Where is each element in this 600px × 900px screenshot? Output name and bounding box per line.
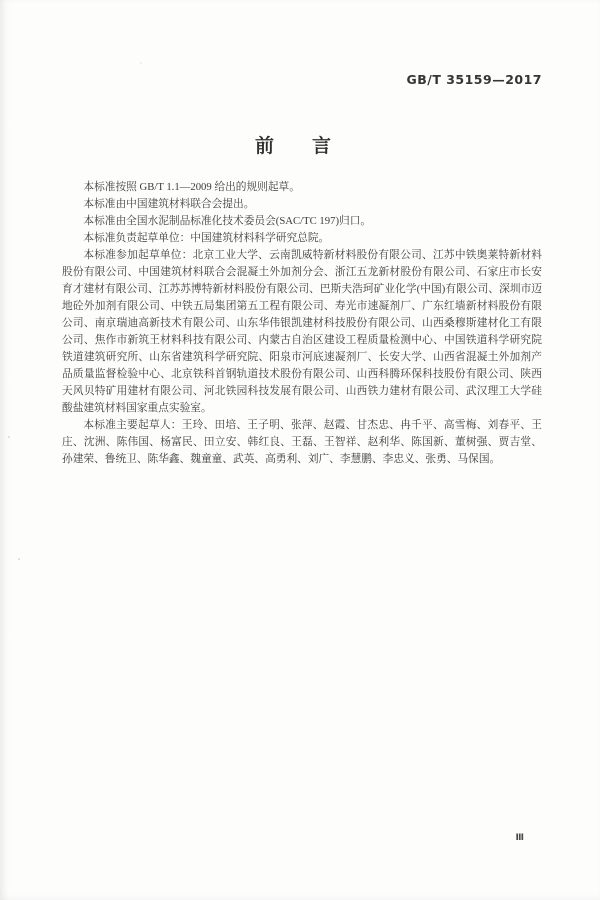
foreword-paragraph: 本标准参加起草单位：北京工业大学、云南凯威特新材料股份有限公司、江苏中铁奥莱特新材料股份有限公司、中国建筑材料联合会混凝土外加剂分会、浙江五龙新材股份有限公司、石家庄市长安育才建材有限公司、江苏苏博特新材料股份有限公司、巴斯夫浩珂矿业化学(中国)有限公司、深圳市迈地砼外加剂有限公司、中铁五局集团第五工程有限公司、寿光市速凝剂厂、广东红墙新材料股份有限公司、南京瑞迪高新技术有限公司、山东华伟银凯建材科技股份有限公司、山西桑穆斯建材化工有限公司、焦作市新筑王材料科技有限公司、内蒙古自治区建设工程质量检测中心、中国铁道科学研究院铁道建筑研究所、山东省建筑科学研究院、阳泉市河底速凝剂厂、长安大学、山西省混凝土外加剂产品质量监督检验中心、北京铁科首钢轨道技术股份有限公司、山西科腾环保科技股份有限公司、陕西天风贝特矿用建材有限公司、河北铁园科技发展有限公司、山西铁力建材有限公司、武汉理工大学硅酸盐建筑材料国家重点实验室。: [62, 249, 542, 414]
foreword-body: [62, 179, 542, 468]
page-title: 前 言: [254, 135, 331, 157]
page-number: Ⅲ: [515, 833, 524, 843]
scan-speck: [18, 558, 20, 560]
standard-code: GB/T 35159—2017: [406, 72, 542, 87]
foreword-paragraph: 本标准主要起草人：王玲、田培、王子明、张萍、赵霞、甘杰忠、冉千平、高雪梅、刘春平、王庄、沈洲、陈伟国、杨富民、田立安、韩红良、王磊、王智祥、赵利华、陈国新、董树强、贾吉堂、孙建荣、鲁统卫、陈华鑫、魏童童、武英、高勇利、刘广、李慧鹏、李忠义、张勇、马保国。: [62, 419, 542, 465]
foreword-paragraph: 本标准由中国建筑材料联合会提出。: [83, 198, 255, 210]
scan-speck: [140, 62, 142, 64]
foreword-paragraph: 本标准由全国水泥制品标准化技术委员会(SAC/TC 197)归口。: [83, 215, 372, 227]
foreword-paragraph: 本标准按照 GB/T 1.1—2009 给出的规则起草。: [83, 181, 300, 193]
foreword-paragraph: 本标准负责起草单位：中国建筑材料科学研究总院。: [83, 232, 330, 244]
scan-speck: [8, 436, 10, 438]
